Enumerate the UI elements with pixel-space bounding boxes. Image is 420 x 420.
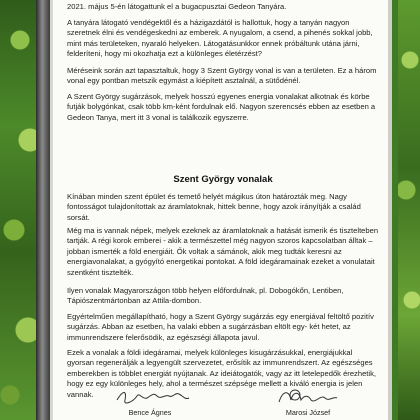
sign-pole	[36, 0, 50, 420]
body-paragraph-china: Kínában minden szent épület és temető helyét mágikus úton határozták meg. Nagy fontosságot tulajdonítottak az áramlatoknak, hittek benne, hogy azok irányítják a család sorsát.	[67, 192, 361, 222]
signature-name-left: Bence Ágnes	[128, 408, 172, 417]
signature-name-right: Marosi József	[285, 408, 331, 417]
body-paragraph-positive: Egyértelműen megállapítható, hogy a Szent György sugárzás egy energiával feltöltő pozitív sugárzás. Abban az esetben, ha valaki ebben a sugárzásban eltölt egy- két hetet, az immunrendszere felerősödik, az egészségi állapota javul.	[67, 312, 374, 342]
body-paragraph-locations: Ilyen vonalak Magyarországon több helyen előfordulnak, pl. Dobogókőn, Lentiben, Tápiószentmártonban az Attila-dombon.	[67, 286, 344, 306]
section-heading: Szent György vonalak	[173, 174, 273, 185]
body-paragraph-peoples: Még ma is vannak népek, melyek ezeknek az áramlatoknak a hatását ismerik és tisztelteben tartják. A régi korok emberei - akik a természettel még nagyon szoros kapcsolatban álltak – jobban ismerték a föld energiáit. Ők voltak a sámánok, akik meg tudták keresni az energiavonalakat, a gyógyító energetikai pontokat. A föld idegáramainak ezeket a vonulatait szentként tisztelték.	[67, 226, 379, 277]
handwritten-signature-left	[113, 386, 193, 408]
information-board	[50, 0, 392, 420]
handwritten-signature-right	[271, 386, 351, 408]
intro-paragraph-visitors: A tanyára látogató vendégektől és a házigazdától is hallottuk, hogy a tanyán nagyon szeretnek élni és vendégeskedni az emberek. A nyugalom, a csend, a pihenés sokkal jobb, mint más területeken, nyaraló helyeken. Látogatásunkkor ennek próbáltunk utána járni, felderíteni, hogy mi okozhatja ezt a különleges életérzést?	[67, 18, 373, 59]
intro-paragraph-measurements: Méréseink során azt tapasztaltuk, hogy 3 Szent György vonal is van a területen. Ez a három vonal egy pontban metszik egymást a kiépített asztalnál, a sütődénél.	[67, 66, 377, 86]
body-paragraph-nerve-currents: Ezek a vonalak a földi idegáramai, melyek különleges kisugárzásukkal, energiájukkal gyorsan regenerálják a legyengült szervezetet, erősítik az immunrendszert. Az egészséges emberekben is többlet energiát nyújtanak. Az ideiátogatók, vagy az itt letelepedők érezhetik, hogy ez egy különleges hely, ahol a természet szépsége mellett a kiváló energia is jelen vannak.	[67, 348, 377, 399]
intro-paragraph-radiation: A Szent György sugárzások, melyek hosszú egyenes energia vonalakat alkotnak és körbe futják bolygónkat, csak több km-ként fordulnak elő. Nagyon szerencsés ebben az esetben a Gedeon Tanya, mert itt 3 vonal is találkozik egyszerre.	[67, 92, 376, 122]
intro-paragraph-date: 2021. május 5-én látogattunk el a bugacpusztai Gedeon Tanyára.	[67, 2, 287, 11]
foliage-background-right	[398, 0, 420, 420]
